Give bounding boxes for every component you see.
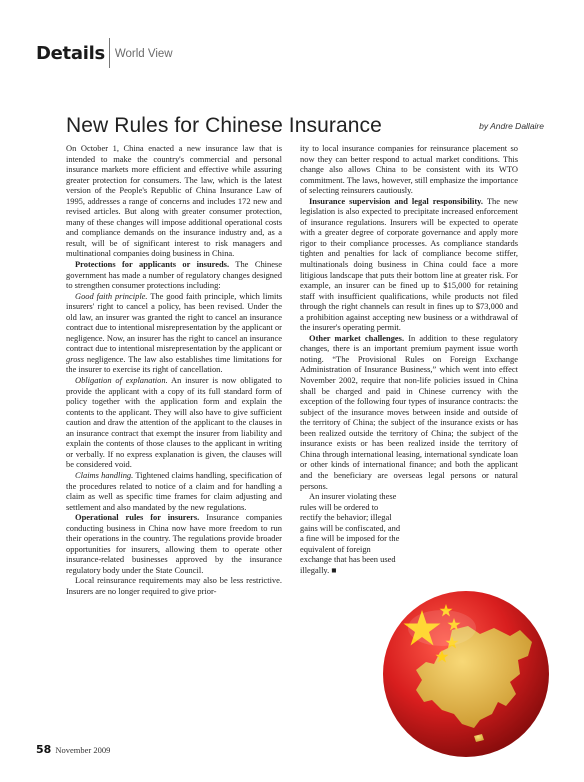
section-title: Details: [36, 42, 105, 64]
page-number: 58: [36, 743, 52, 756]
subhead-claims: Claims handling.: [75, 469, 134, 480]
subhead-protections: Protections for applicants or insureds.: [75, 259, 230, 270]
globe-highlight: [408, 610, 476, 646]
section-subtitle: World View: [114, 48, 173, 60]
paragraph-operational: Operational rules for insurers. Insurance companies conducting business in China now have more freedom to run their operations in the country. The regulations provide broader opportunities for insurers, allowing them to operate other insurance-related businesses approved by the insurance regulatory body under the State Council.: [66, 512, 282, 575]
subhead-obligation: Obligation of explanation.: [75, 375, 168, 386]
china-flag-globe-icon: [382, 590, 550, 758]
subhead-supervision: Insurance supervision and legal responsibility.: [309, 195, 483, 206]
paragraph-market: Other market challenges. In addition to these regulatory changes, there is an important premium payment issue worth noting. “The Provisional Rules on Foreign Exchange Administration of Insurance Business,” which went into effect November 2002, require that non-life policies issued in China shall be charged and paid in Chinese currency with the exception of the following four types of insurance contracts: the subject of the insurance moves between inside and outside of the territory of China; the subject of the insurance exists or has been realized outside the territory of China; the subject of the insurance exists or has been realized inside the territory of China through international leasing, international syndicate loan or other kinds of international finance; and both the applicant and the beneficiary are overseas legal persons or natural persons.: [300, 332, 518, 491]
issue-date: November 2009: [55, 745, 111, 755]
paragraph-reinsurance: Local reinsurance requirements may also be less restrictive. Insurers are no longer required to give prior-: [66, 575, 282, 596]
article-column-right: [300, 143, 518, 575]
paragraph-closing: An insurer violating these rules will be ordered to rectify the behavior; illegal gains will be confiscated, and a fine will be imposed for the equivalent of foreign exchange that has been used illegally. ■: [300, 491, 401, 575]
paragraph-good-faith: Good faith principle. The good faith principle, which limits insurers' right to cancel a policy, has been revised. Under the old law, an insurer was granted the right to cancel an insurance contract due to intentional misrepresentation by the applicant or negligence. Now, an insurer has the right to cancel an insurance contract due to intentional misrepresentation by the applicant or gross negligence. The law also establishes time limitations for the insurer to exercise its right of cancellation.: [66, 290, 282, 375]
page-footer: [36, 743, 110, 756]
paragraph-supervision: Insurance supervision and legal responsibility. The new legislation is also expected to precipitate increased enforcement of insurance regulations. Insurers will be expected to operate with a greater degree of corporate governance and apply more rigor to their compliance processes. As compliance standards tighten and penalties for lack of compliance become stiffer, multinationals doing business in China could face a more litigious landscape that puts their bottom line at greater risk. For example, an insurer can be fined up to $15,000 for retaining staff with insufficient qualifications, while products not filed through the right channels can result in fines up to $73,000 and a prohibition against accepting new business or a withdrawal of the insurer's operating permit.: [300, 195, 518, 333]
paragraph-protections: Protections for applicants or insureds. The Chinese government has made a number of regulatory changes designed to strengthen consumer protections including:: [66, 259, 282, 291]
paragraph-continuation: ity to local insurance companies for reinsurance placement so now they can better respond to actual market conditions. This change also allows China to be consistent with its WTO commitment. The laws, however, still emphasize the importance of selecting reinsurers cautiously.: [300, 143, 518, 196]
subhead-good-faith: Good faith principle.: [75, 290, 148, 301]
section-header: [36, 36, 173, 70]
article-byline: by Andre Dallaire: [479, 121, 544, 131]
article-column-left: [66, 143, 282, 597]
subhead-market: Other market challenges.: [309, 332, 405, 343]
article-title: New Rules for Chinese Insurance: [66, 114, 382, 137]
end-mark: ■: [329, 564, 337, 575]
subhead-operational: Operational rules for insurers.: [75, 512, 200, 523]
header-divider: [109, 38, 110, 68]
paragraph-obligation: Obligation of explanation. An insurer is now obligated to provide the applicant with a copy of its full standard form of policy together with the application form and explain the contents to the applicant. They will also have to give sufficient caution and draw the attention of the applicant to the clauses in an insurance contract that exempt the insurer from liability and explain the contents of those clauses to the applicant in writing or verbally. If no express explanation is given, the clauses will be considered void.: [66, 375, 282, 470]
intro-paragraph: On October 1, China enacted a new insurance law that is intended to make the country's commercial and personal insurance markets more efficient and effective while assuring greater protection for consumers. The law, which is the latest version of the People's Republic of China Insurance Law of 1995, addresses a range of concerns and includes 172 new and revised articles. But along with greater consumer protection, many of these changes will impose additional operational costs and compliance demands on the insurance industry and, as a result, will be of significant interest to risk managers and multinational companies doing business in China.: [66, 143, 282, 259]
paragraph-claims: Claims handling. Tightened claims handling, specification of the procedures related to notice of a claim and for handling a claim as well as specific time frames for claim adjusting and settlement and also mandated by the new regulations.: [66, 469, 282, 512]
